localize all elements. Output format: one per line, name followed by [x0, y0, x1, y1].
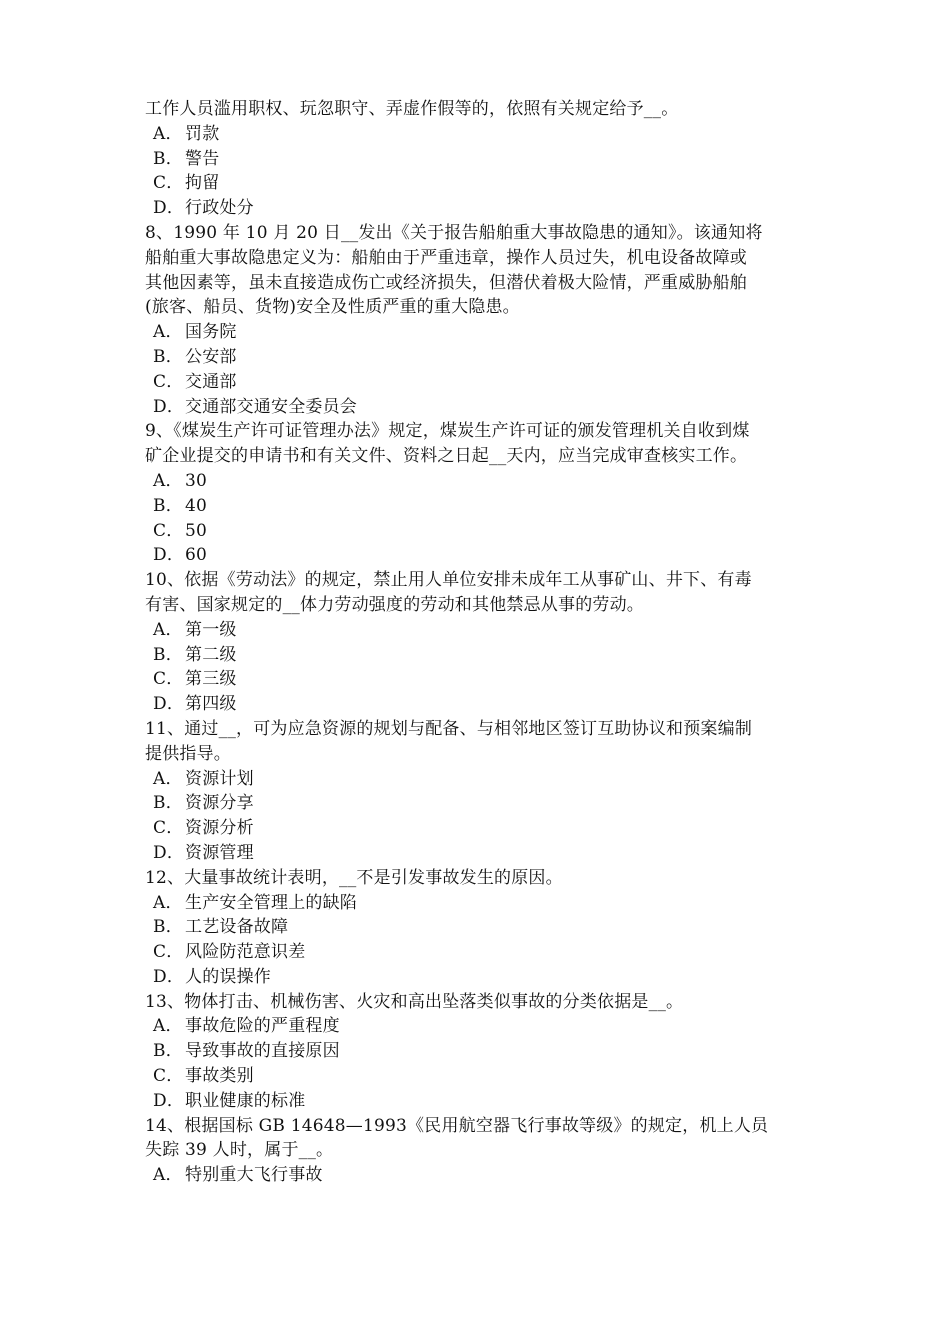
question-text-line: 14、根据国标 GB 14648—1993《民用航空器飞行事故等级》的规定，机上人员 — [145, 1115, 769, 1136]
option-text: 公安部 — [185, 346, 237, 367]
exam-text-body — [145, 97, 820, 1188]
option-text: 风险防范意识差 — [185, 942, 306, 963]
option-text: 40 — [185, 495, 208, 516]
question-text-line: 12、大量事故统计表明，__不是引发事故发生的原因。 — [145, 867, 563, 888]
answer-option — [145, 320, 820, 345]
option-text: 60 — [185, 545, 208, 566]
option-text: 交通部交通安全委员会 — [185, 396, 357, 417]
question-text-line: 13、物体打击、机械伤害、火灾和高出坠落类似事故的分类依据是__。 — [145, 991, 684, 1012]
option-text: 资源分析 — [185, 818, 254, 839]
answer-option — [145, 841, 820, 866]
question-text-line: 矿企业提交的申请书和有关文件、资料之日起__天内，应当完成审查核实工作。 — [145, 446, 748, 467]
option-letter: C． — [153, 818, 184, 839]
option-text: 拘留 — [185, 173, 220, 194]
answer-option — [145, 395, 820, 420]
option-text: 职业健康的标准 — [185, 1090, 306, 1111]
answer-option — [145, 667, 820, 692]
answer-option — [145, 469, 820, 494]
answer-option — [145, 692, 820, 717]
question-text-line: 8、1990 年 10 月 20 日__发出《关于报告船舶重大事故隐患的通知》。该通知将 — [145, 222, 763, 243]
question-text-line: 9、《煤炭生产许可证管理办法》规定，煤炭生产许可证的颁发管理机关自收到煤 — [145, 421, 750, 442]
answer-option — [145, 122, 820, 147]
question-text-line: 10、依据《劳动法》的规定，禁止用人单位安排未成年工从事矿山、井下、有毒 — [145, 570, 752, 591]
option-letter: D． — [153, 396, 185, 417]
answer-option — [145, 643, 820, 668]
answer-option — [145, 147, 820, 172]
answer-option — [145, 1039, 820, 1064]
answer-option — [145, 1064, 820, 1089]
answer-option — [145, 816, 820, 841]
answer-option — [145, 791, 820, 816]
answer-option — [145, 494, 820, 519]
option-letter: A． — [153, 892, 183, 913]
option-text: 50 — [185, 520, 208, 541]
option-letter: B． — [153, 793, 183, 814]
question-text-line: 工作人员滥用职权、玩忽职守、弄虚作假等的，依照有关规定给予__。 — [145, 99, 679, 119]
option-letter: D． — [153, 545, 185, 566]
option-letter: B． — [153, 346, 183, 367]
question-text-line: 船舶重大事故隐患定义为：船舶由于严重违章，操作人员过失，机电设备故障或 — [145, 247, 747, 268]
option-text: 第四级 — [185, 694, 237, 715]
answer-option — [145, 345, 820, 370]
option-letter: B． — [153, 917, 183, 938]
option-text: 交通部 — [185, 371, 237, 392]
option-text: 行政处分 — [185, 198, 254, 219]
option-letter: A． — [153, 768, 183, 789]
option-letter: A． — [153, 1165, 183, 1186]
option-text: 工艺设备故障 — [185, 917, 289, 938]
answer-option — [145, 618, 820, 643]
option-letter: D． — [153, 198, 185, 219]
option-letter: B． — [153, 644, 183, 665]
option-text: 特别重大飞行事故 — [185, 1165, 323, 1186]
answer-option — [145, 767, 820, 792]
option-text: 导致事故的直接原因 — [185, 1041, 340, 1062]
option-text: 第二级 — [185, 644, 237, 665]
option-letter: D． — [153, 842, 185, 863]
option-letter: C． — [153, 669, 184, 690]
option-text: 第三级 — [185, 669, 237, 690]
answer-option — [145, 543, 820, 568]
answer-option — [145, 519, 820, 544]
option-text: 资源计划 — [185, 768, 254, 789]
question-text-line: 失踪 39 人时，属于__。 — [145, 1140, 334, 1161]
answer-option — [145, 1089, 820, 1114]
option-text: 事故类别 — [185, 1066, 254, 1087]
option-letter: A． — [153, 619, 183, 640]
option-text: 30 — [185, 470, 208, 491]
answer-option — [145, 965, 820, 990]
option-text: 资源管理 — [185, 842, 254, 863]
option-text: 人的误操作 — [185, 966, 271, 987]
option-letter: D． — [153, 1090, 185, 1111]
option-text: 警告 — [185, 148, 220, 169]
option-letter: A． — [153, 123, 183, 144]
option-letter: D． — [153, 694, 185, 715]
answer-option — [145, 196, 820, 221]
answer-option — [145, 1163, 820, 1188]
option-text: 事故危险的严重程度 — [185, 1016, 340, 1037]
option-letter: B． — [153, 495, 183, 516]
option-letter: D． — [153, 966, 185, 987]
option-text: 罚款 — [185, 123, 220, 144]
question-text-line: 有害、国家规定的__体力劳动强度的劳动和其他禁忌从事的劳动。 — [145, 594, 644, 615]
option-text: 第一级 — [185, 619, 237, 640]
answer-option — [145, 915, 820, 940]
question-text-line: 提供指导。 — [145, 743, 231, 764]
option-letter: C． — [153, 371, 184, 392]
option-letter: C． — [153, 1066, 184, 1087]
option-letter: A． — [153, 470, 183, 491]
option-letter: A． — [153, 322, 183, 343]
option-letter: C． — [153, 173, 184, 194]
option-letter: B． — [153, 148, 183, 169]
option-text: 资源分享 — [185, 793, 254, 814]
option-letter: B． — [153, 1041, 183, 1062]
question-text-line: 11、通过__，可为应急资源的规划与配备、与相邻地区签订互助协议和预案编制 — [145, 718, 753, 739]
option-text: 国务院 — [185, 322, 237, 343]
answer-option — [145, 1014, 820, 1039]
option-text: 生产安全管理上的缺陷 — [185, 892, 357, 913]
answer-option — [145, 891, 820, 916]
answer-option — [145, 370, 820, 395]
option-letter: A． — [153, 1016, 183, 1037]
answer-option — [145, 171, 820, 196]
answer-option — [145, 940, 820, 965]
option-letter: C． — [153, 520, 184, 541]
option-letter: C． — [153, 942, 184, 963]
question-text-line: 其他因素等，虽未直接造成伤亡或经济损失，但潜伏着极大险情，严重威胁船舶 — [145, 272, 747, 293]
question-text-line: (旅客、船员、货物)安全及性质严重的重大隐患。 — [145, 297, 520, 318]
